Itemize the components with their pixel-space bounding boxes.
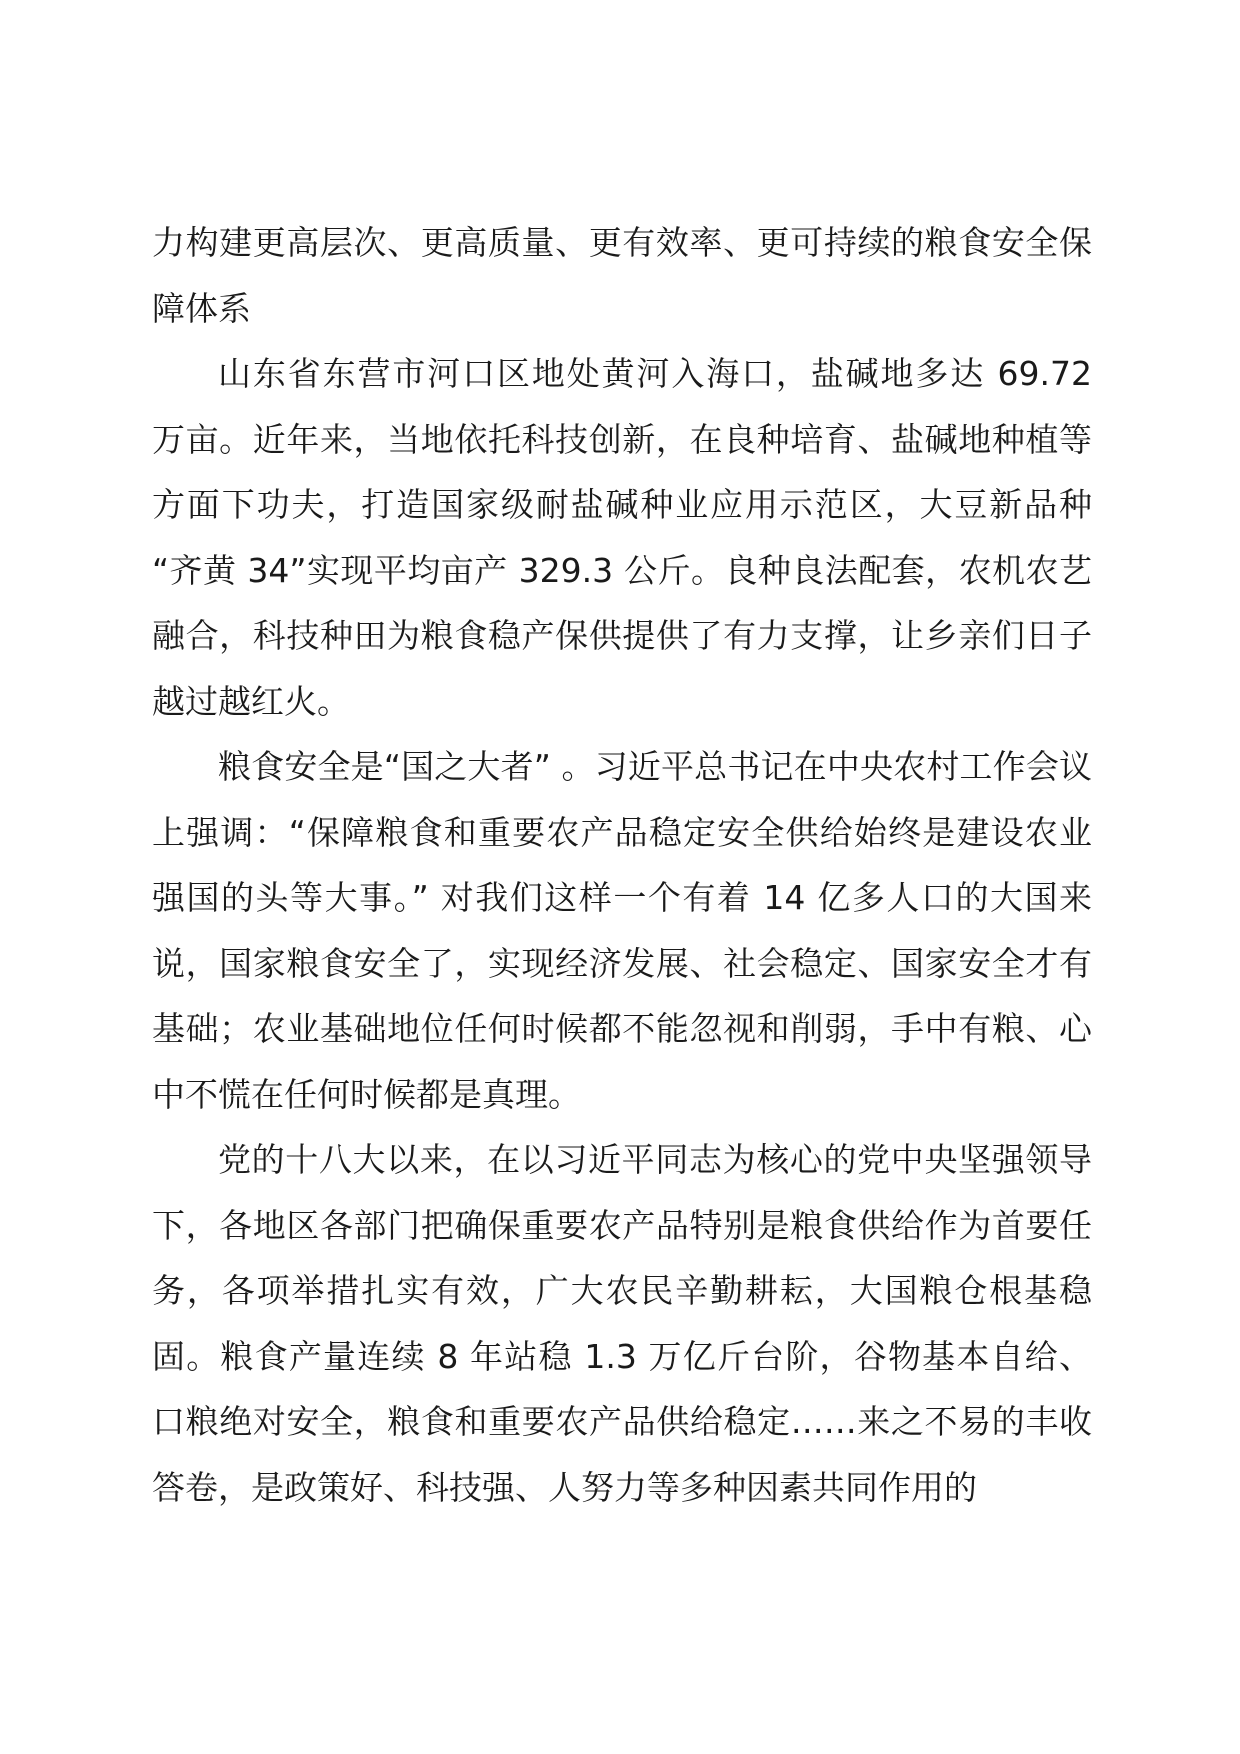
paragraph-4: 党的十八大以来，在以习近平同志为核心的党中央坚强领导下，各地区各部门把确保重要农产品特别是粮食供给作为首要任务，各项举措扎实有效，广大农民辛勤耕耘，大国粮仓根基稳固。粮食产量连续 8 年站稳 1.3 万亿斤台阶，谷物基本自给、口粮绝对安全，粮食和重要农产品供给稳定……来之不易的丰收答卷，是政策好、科技强、人努力等多种因素共同作用的	[152, 1140, 1092, 1507]
paragraph-1: 力构建更高层次、更高质量、更有效率、更可持续的粮食安全保障体系	[152, 223, 1092, 328]
paragraph-3: 粮食安全是“国之大者” 。习近平总书记在中央农村工作会议上强调：“保障粮食和重要农产品稳定安全供给始终是建设农业强国的头等大事。” 对我们这样一个有着 14 亿多人口的大国来说，国家粮食安全了，实现经济发展、社会稳定、国家安全才有基础；农业基础地位任何时候都不能忽视和削弱，手中有粮、心中不慌在任何时候都是真理。	[152, 747, 1092, 1114]
paragraph-2: 山东省东营市河口区地处黄河入海口，盐碱地多达 69.72 万亩。近年来，当地依托科技创新，在良种培育、盐碱地种植等方面下功夫，打造国家级耐盐碱种业应用示范区，大豆新品种 “齐黄 34”实现平均亩产 329.3 公斤。良种良法配套，农机农艺融合，科技种田为粮食稳产保供提供了有力支撑，让乡亲们日子越过越红火。	[152, 354, 1092, 721]
document-body	[152, 210, 1092, 1520]
